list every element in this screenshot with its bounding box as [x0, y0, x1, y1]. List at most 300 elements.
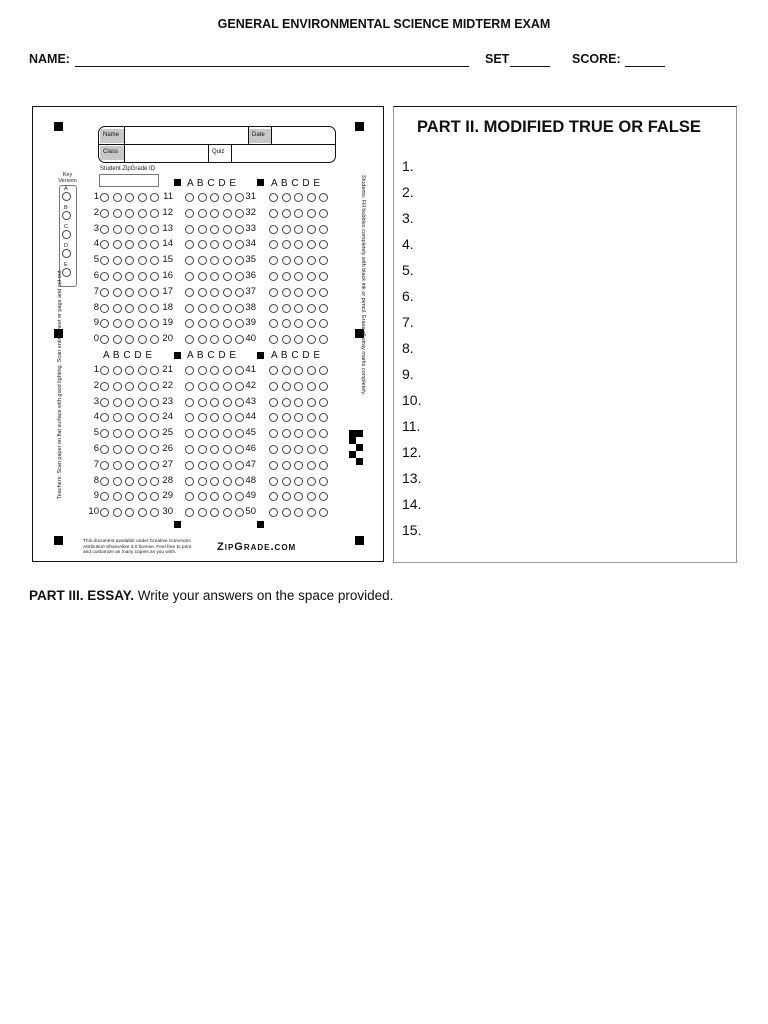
answer-bubble-50-c[interactable] — [294, 508, 303, 517]
answer-bubble-37-e[interactable] — [319, 288, 328, 297]
answer-bubble-46-e[interactable] — [319, 445, 328, 454]
answer-bubble-37-a[interactable] — [269, 288, 278, 297]
answer-bubble-23-d[interactable] — [223, 398, 232, 407]
answer-bubble-40-e[interactable] — [319, 335, 328, 344]
answer-bubble-10-b[interactable] — [113, 508, 122, 517]
student-id-bubble-3-a[interactable] — [100, 225, 109, 234]
answer-bubble-4-c[interactable] — [125, 413, 134, 422]
answer-bubble-27-a[interactable] — [185, 461, 194, 470]
student-id-bubble-2-d[interactable] — [138, 209, 147, 218]
answer-bubble-38-b[interactable] — [282, 304, 291, 313]
answer-bubble-49-a[interactable] — [269, 492, 278, 501]
student-id-bubble-6-b[interactable] — [113, 272, 122, 281]
answer-bubble-34-e[interactable] — [319, 240, 328, 249]
answer-bubble-7-c[interactable] — [125, 461, 134, 470]
student-id-bubble-8-e[interactable] — [150, 304, 159, 313]
answer-bubble-6-c[interactable] — [125, 445, 134, 454]
answer-bubble-7-b[interactable] — [113, 461, 122, 470]
answer-bubble-26-b[interactable] — [198, 445, 207, 454]
date-field[interactable] — [272, 127, 334, 143]
answer-bubble-5-a[interactable] — [100, 429, 109, 438]
answer-bubble-50-b[interactable] — [282, 508, 291, 517]
answer-bubble-20-a[interactable] — [185, 335, 194, 344]
key-version-bubble-d[interactable] — [62, 249, 71, 258]
answer-bubble-47-c[interactable] — [294, 461, 303, 470]
student-id-bubble-2-a[interactable] — [100, 209, 109, 218]
student-id-bubble-3-c[interactable] — [125, 225, 134, 234]
answer-bubble-39-a[interactable] — [269, 319, 278, 328]
student-id-bubble-7-c[interactable] — [125, 288, 134, 297]
answer-bubble-3-b[interactable] — [113, 398, 122, 407]
class-field[interactable] — [125, 145, 207, 161]
answer-bubble-44-a[interactable] — [269, 413, 278, 422]
answer-bubble-17-b[interactable] — [198, 288, 207, 297]
answer-bubble-42-c[interactable] — [294, 382, 303, 391]
answer-bubble-43-a[interactable] — [269, 398, 278, 407]
answer-bubble-34-d[interactable] — [307, 240, 316, 249]
true-false-item[interactable]: 13. — [402, 470, 422, 486]
answer-bubble-37-d[interactable] — [307, 288, 316, 297]
answer-bubble-9-d[interactable] — [138, 492, 147, 501]
true-false-item[interactable]: 10. — [402, 392, 422, 408]
answer-bubble-32-d[interactable] — [307, 209, 316, 218]
answer-bubble-45-b[interactable] — [282, 429, 291, 438]
answer-bubble-22-c[interactable] — [210, 382, 219, 391]
answer-bubble-12-c[interactable] — [210, 209, 219, 218]
answer-bubble-5-d[interactable] — [138, 429, 147, 438]
answer-bubble-27-b[interactable] — [198, 461, 207, 470]
student-id-bubble-6-d[interactable] — [138, 272, 147, 281]
answer-bubble-31-a[interactable] — [269, 193, 278, 202]
answer-bubble-10-c[interactable] — [125, 508, 134, 517]
student-id-bubble-2-b[interactable] — [113, 209, 122, 218]
answer-bubble-35-c[interactable] — [294, 256, 303, 265]
answer-bubble-37-b[interactable] — [282, 288, 291, 297]
answer-bubble-17-a[interactable] — [185, 288, 194, 297]
answer-bubble-45-d[interactable] — [307, 429, 316, 438]
answer-bubble-4-d[interactable] — [138, 413, 147, 422]
answer-bubble-25-c[interactable] — [210, 429, 219, 438]
answer-bubble-47-b[interactable] — [282, 461, 291, 470]
answer-bubble-39-b[interactable] — [282, 319, 291, 328]
answer-bubble-8-a[interactable] — [100, 477, 109, 486]
answer-bubble-2-c[interactable] — [125, 382, 134, 391]
true-false-item[interactable]: 1. — [402, 158, 414, 174]
answer-bubble-21-c[interactable] — [210, 366, 219, 375]
student-id-bubble-4-d[interactable] — [138, 240, 147, 249]
answer-bubble-21-d[interactable] — [223, 366, 232, 375]
answer-bubble-11-b[interactable] — [198, 193, 207, 202]
answer-bubble-31-b[interactable] — [282, 193, 291, 202]
answer-bubble-1-d[interactable] — [138, 366, 147, 375]
answer-bubble-8-d[interactable] — [138, 477, 147, 486]
answer-bubble-40-d[interactable] — [307, 335, 316, 344]
answer-bubble-16-b[interactable] — [198, 272, 207, 281]
answer-bubble-41-b[interactable] — [282, 366, 291, 375]
answer-bubble-10-a[interactable] — [100, 508, 109, 517]
answer-bubble-18-a[interactable] — [185, 304, 194, 313]
answer-bubble-24-a[interactable] — [185, 413, 194, 422]
answer-bubble-33-a[interactable] — [269, 225, 278, 234]
answer-bubble-44-d[interactable] — [307, 413, 316, 422]
answer-bubble-13-c[interactable] — [210, 225, 219, 234]
answer-bubble-39-e[interactable] — [319, 319, 328, 328]
student-id-bubble-9-e[interactable] — [150, 319, 159, 328]
answer-bubble-29-d[interactable] — [223, 492, 232, 501]
true-false-item[interactable]: 12. — [402, 444, 422, 460]
answer-bubble-34-a[interactable] — [269, 240, 278, 249]
student-id-bubble-0-e[interactable] — [150, 335, 159, 344]
answer-bubble-19-c[interactable] — [210, 319, 219, 328]
answer-bubble-19-a[interactable] — [185, 319, 194, 328]
answer-bubble-3-c[interactable] — [125, 398, 134, 407]
answer-bubble-49-d[interactable] — [307, 492, 316, 501]
answer-bubble-1-c[interactable] — [125, 366, 134, 375]
answer-bubble-34-b[interactable] — [282, 240, 291, 249]
answer-bubble-12-d[interactable] — [223, 209, 232, 218]
answer-bubble-23-c[interactable] — [210, 398, 219, 407]
answer-bubble-15-d[interactable] — [223, 256, 232, 265]
student-id-bubble-6-a[interactable] — [100, 272, 109, 281]
answer-bubble-31-e[interactable] — [319, 193, 328, 202]
answer-bubble-30-c[interactable] — [210, 508, 219, 517]
answer-bubble-11-a[interactable] — [185, 193, 194, 202]
answer-bubble-48-b[interactable] — [282, 477, 291, 486]
answer-bubble-32-b[interactable] — [282, 209, 291, 218]
answer-bubble-1-a[interactable] — [100, 366, 109, 375]
answer-bubble-50-a[interactable] — [269, 508, 278, 517]
answer-bubble-15-a[interactable] — [185, 256, 194, 265]
answer-bubble-33-e[interactable] — [319, 225, 328, 234]
answer-bubble-23-b[interactable] — [198, 398, 207, 407]
answer-bubble-17-d[interactable] — [223, 288, 232, 297]
student-id-bubble-1-b[interactable] — [113, 193, 122, 202]
student-id-bubble-6-c[interactable] — [125, 272, 134, 281]
student-id-bubble-5-a[interactable] — [100, 256, 109, 265]
answer-bubble-7-e[interactable] — [150, 461, 159, 470]
answer-bubble-8-c[interactable] — [125, 477, 134, 486]
answer-bubble-6-e[interactable] — [150, 445, 159, 454]
student-id-box[interactable] — [99, 174, 159, 187]
answer-bubble-25-b[interactable] — [198, 429, 207, 438]
student-id-bubble-0-d[interactable] — [138, 335, 147, 344]
answer-bubble-43-d[interactable] — [307, 398, 316, 407]
answer-bubble-14-b[interactable] — [198, 240, 207, 249]
answer-bubble-41-a[interactable] — [269, 366, 278, 375]
student-id-bubble-7-a[interactable] — [100, 288, 109, 297]
answer-bubble-8-b[interactable] — [113, 477, 122, 486]
answer-bubble-20-d[interactable] — [223, 335, 232, 344]
student-id-bubble-4-c[interactable] — [125, 240, 134, 249]
answer-bubble-15-c[interactable] — [210, 256, 219, 265]
answer-bubble-1-e[interactable] — [150, 366, 159, 375]
true-false-item[interactable]: 5. — [402, 262, 414, 278]
key-version-bubble-a[interactable] — [62, 192, 71, 201]
answer-bubble-45-e[interactable] — [319, 429, 328, 438]
answer-bubble-13-a[interactable] — [185, 225, 194, 234]
answer-bubble-44-c[interactable] — [294, 413, 303, 422]
student-id-bubble-8-d[interactable] — [138, 304, 147, 313]
answer-bubble-18-d[interactable] — [223, 304, 232, 313]
answer-bubble-21-a[interactable] — [185, 366, 194, 375]
answer-bubble-24-c[interactable] — [210, 413, 219, 422]
answer-bubble-22-a[interactable] — [185, 382, 194, 391]
student-id-bubble-1-d[interactable] — [138, 193, 147, 202]
student-id-bubble-5-e[interactable] — [150, 256, 159, 265]
answer-bubble-11-c[interactable] — [210, 193, 219, 202]
answer-bubble-3-a[interactable] — [100, 398, 109, 407]
answer-bubble-10-e[interactable] — [150, 508, 159, 517]
answer-bubble-47-d[interactable] — [307, 461, 316, 470]
answer-bubble-15-b[interactable] — [198, 256, 207, 265]
answer-bubble-26-c[interactable] — [210, 445, 219, 454]
student-id-bubble-2-e[interactable] — [150, 209, 159, 218]
student-id-bubble-9-a[interactable] — [100, 319, 109, 328]
true-false-item[interactable]: 2. — [402, 184, 414, 200]
answer-bubble-44-e[interactable] — [319, 413, 328, 422]
answer-bubble-48-d[interactable] — [307, 477, 316, 486]
answer-bubble-16-c[interactable] — [210, 272, 219, 281]
answer-bubble-46-d[interactable] — [307, 445, 316, 454]
answer-bubble-16-a[interactable] — [185, 272, 194, 281]
answer-bubble-45-a[interactable] — [269, 429, 278, 438]
answer-bubble-46-b[interactable] — [282, 445, 291, 454]
answer-bubble-12-b[interactable] — [198, 209, 207, 218]
answer-bubble-43-e[interactable] — [319, 398, 328, 407]
student-id-bubble-5-b[interactable] — [113, 256, 122, 265]
answer-bubble-36-b[interactable] — [282, 272, 291, 281]
answer-bubble-3-e[interactable] — [150, 398, 159, 407]
answer-bubble-31-c[interactable] — [294, 193, 303, 202]
answer-bubble-1-b[interactable] — [113, 366, 122, 375]
answer-bubble-40-b[interactable] — [282, 335, 291, 344]
answer-bubble-28-a[interactable] — [185, 477, 194, 486]
answer-bubble-34-c[interactable] — [294, 240, 303, 249]
student-id-bubble-7-e[interactable] — [150, 288, 159, 297]
answer-bubble-20-c[interactable] — [210, 335, 219, 344]
answer-bubble-4-e[interactable] — [150, 413, 159, 422]
answer-bubble-25-a[interactable] — [185, 429, 194, 438]
answer-bubble-29-c[interactable] — [210, 492, 219, 501]
student-id-bubble-1-c[interactable] — [125, 193, 134, 202]
answer-bubble-24-b[interactable] — [198, 413, 207, 422]
answer-bubble-36-c[interactable] — [294, 272, 303, 281]
student-id-bubble-2-c[interactable] — [125, 209, 134, 218]
answer-bubble-49-e[interactable] — [319, 492, 328, 501]
answer-bubble-35-d[interactable] — [307, 256, 316, 265]
student-id-bubble-8-c[interactable] — [125, 304, 134, 313]
answer-bubble-18-c[interactable] — [210, 304, 219, 313]
answer-bubble-13-b[interactable] — [198, 225, 207, 234]
student-id-bubble-0-a[interactable] — [100, 335, 109, 344]
true-false-item[interactable]: 11. — [402, 418, 421, 434]
answer-bubble-37-c[interactable] — [294, 288, 303, 297]
answer-bubble-27-c[interactable] — [210, 461, 219, 470]
answer-bubble-27-d[interactable] — [223, 461, 232, 470]
true-false-item[interactable]: 6. — [402, 288, 414, 304]
score-blank[interactable] — [625, 66, 665, 67]
answer-bubble-42-d[interactable] — [307, 382, 316, 391]
answer-bubble-47-a[interactable] — [269, 461, 278, 470]
answer-bubble-8-e[interactable] — [150, 477, 159, 486]
answer-bubble-35-e[interactable] — [319, 256, 328, 265]
answer-bubble-29-a[interactable] — [185, 492, 194, 501]
answer-bubble-38-e[interactable] — [319, 304, 328, 313]
answer-bubble-40-a[interactable] — [269, 335, 278, 344]
answer-bubble-42-a[interactable] — [269, 382, 278, 391]
answer-bubble-4-a[interactable] — [100, 413, 109, 422]
answer-bubble-48-e[interactable] — [319, 477, 328, 486]
answer-bubble-30-a[interactable] — [185, 508, 194, 517]
answer-bubble-7-a[interactable] — [100, 461, 109, 470]
answer-bubble-42-e[interactable] — [319, 382, 328, 391]
true-false-item[interactable]: 3. — [402, 210, 414, 226]
key-version-bubble-c[interactable] — [62, 230, 71, 239]
answer-bubble-46-c[interactable] — [294, 445, 303, 454]
answer-bubble-36-a[interactable] — [269, 272, 278, 281]
answer-bubble-49-c[interactable] — [294, 492, 303, 501]
student-id-bubble-8-a[interactable] — [100, 304, 109, 313]
answer-bubble-2-e[interactable] — [150, 382, 159, 391]
answer-bubble-17-c[interactable] — [210, 288, 219, 297]
answer-bubble-38-a[interactable] — [269, 304, 278, 313]
answer-bubble-20-b[interactable] — [198, 335, 207, 344]
answer-bubble-50-e[interactable] — [319, 508, 328, 517]
answer-bubble-35-a[interactable] — [269, 256, 278, 265]
answer-bubble-33-b[interactable] — [282, 225, 291, 234]
answer-bubble-18-b[interactable] — [198, 304, 207, 313]
answer-bubble-6-a[interactable] — [100, 445, 109, 454]
student-id-bubble-1-a[interactable] — [100, 193, 109, 202]
answer-bubble-29-b[interactable] — [198, 492, 207, 501]
answer-bubble-43-c[interactable] — [294, 398, 303, 407]
answer-bubble-9-b[interactable] — [113, 492, 122, 501]
true-false-item[interactable]: 9. — [402, 366, 414, 382]
answer-bubble-2-b[interactable] — [113, 382, 122, 391]
answer-bubble-38-d[interactable] — [307, 304, 316, 313]
answer-bubble-47-e[interactable] — [319, 461, 328, 470]
answer-bubble-39-d[interactable] — [307, 319, 316, 328]
answer-bubble-30-b[interactable] — [198, 508, 207, 517]
answer-bubble-6-d[interactable] — [138, 445, 147, 454]
answer-bubble-38-c[interactable] — [294, 304, 303, 313]
answer-bubble-5-e[interactable] — [150, 429, 159, 438]
answer-bubble-5-c[interactable] — [125, 429, 134, 438]
answer-bubble-9-a[interactable] — [100, 492, 109, 501]
key-version-bubble-e[interactable] — [62, 268, 71, 277]
answer-bubble-7-d[interactable] — [138, 461, 147, 470]
student-id-bubble-6-e[interactable] — [150, 272, 159, 281]
answer-bubble-41-d[interactable] — [307, 366, 316, 375]
answer-bubble-32-e[interactable] — [319, 209, 328, 218]
answer-bubble-12-a[interactable] — [185, 209, 194, 218]
answer-bubble-28-b[interactable] — [198, 477, 207, 486]
true-false-item[interactable]: 8. — [402, 340, 414, 356]
true-false-item[interactable]: 4. — [402, 236, 414, 252]
student-id-bubble-5-d[interactable] — [138, 256, 147, 265]
answer-bubble-2-d[interactable] — [138, 382, 147, 391]
student-id-bubble-4-e[interactable] — [150, 240, 159, 249]
answer-bubble-6-b[interactable] — [113, 445, 122, 454]
student-id-bubble-3-b[interactable] — [113, 225, 122, 234]
answer-bubble-14-c[interactable] — [210, 240, 219, 249]
key-version-bubble-b[interactable] — [62, 211, 71, 220]
answer-bubble-16-d[interactable] — [223, 272, 232, 281]
answer-bubble-43-b[interactable] — [282, 398, 291, 407]
answer-bubble-3-d[interactable] — [138, 398, 147, 407]
answer-bubble-39-c[interactable] — [294, 319, 303, 328]
student-id-bubble-9-d[interactable] — [138, 319, 147, 328]
answer-bubble-4-b[interactable] — [113, 413, 122, 422]
quiz-field[interactable] — [232, 145, 334, 161]
answer-bubble-48-a[interactable] — [269, 477, 278, 486]
answer-bubble-46-a[interactable] — [269, 445, 278, 454]
student-id-bubble-4-b[interactable] — [113, 240, 122, 249]
answer-bubble-36-d[interactable] — [307, 272, 316, 281]
answer-bubble-9-c[interactable] — [125, 492, 134, 501]
student-id-bubble-5-c[interactable] — [125, 256, 134, 265]
answer-bubble-26-a[interactable] — [185, 445, 194, 454]
student-id-bubble-0-b[interactable] — [113, 335, 122, 344]
answer-bubble-9-e[interactable] — [150, 492, 159, 501]
answer-bubble-13-d[interactable] — [223, 225, 232, 234]
answer-bubble-23-a[interactable] — [185, 398, 194, 407]
answer-bubble-36-e[interactable] — [319, 272, 328, 281]
name-field[interactable] — [124, 127, 248, 143]
answer-bubble-22-d[interactable] — [223, 382, 232, 391]
student-id-bubble-0-c[interactable] — [125, 335, 134, 344]
answer-bubble-40-c[interactable] — [294, 335, 303, 344]
answer-bubble-31-d[interactable] — [307, 193, 316, 202]
student-id-bubble-3-d[interactable] — [138, 225, 147, 234]
answer-bubble-25-d[interactable] — [223, 429, 232, 438]
student-id-bubble-4-a[interactable] — [100, 240, 109, 249]
student-id-bubble-7-d[interactable] — [138, 288, 147, 297]
answer-bubble-33-c[interactable] — [294, 225, 303, 234]
answer-bubble-41-e[interactable] — [319, 366, 328, 375]
true-false-item[interactable]: 15. — [402, 522, 422, 538]
answer-bubble-19-d[interactable] — [223, 319, 232, 328]
student-id-bubble-7-b[interactable] — [113, 288, 122, 297]
true-false-item[interactable]: 7. — [402, 314, 414, 330]
answer-bubble-26-d[interactable] — [223, 445, 232, 454]
answer-bubble-42-b[interactable] — [282, 382, 291, 391]
student-id-bubble-3-e[interactable] — [150, 225, 159, 234]
true-false-item[interactable]: 14. — [402, 496, 422, 512]
answer-bubble-24-d[interactable] — [223, 413, 232, 422]
answer-bubble-35-b[interactable] — [282, 256, 291, 265]
answer-bubble-14-d[interactable] — [223, 240, 232, 249]
student-id-bubble-1-e[interactable] — [150, 193, 159, 202]
answer-bubble-21-b[interactable] — [198, 366, 207, 375]
answer-bubble-5-b[interactable] — [113, 429, 122, 438]
answer-bubble-22-b[interactable] — [198, 382, 207, 391]
answer-bubble-32-a[interactable] — [269, 209, 278, 218]
answer-bubble-28-c[interactable] — [210, 477, 219, 486]
answer-bubble-44-b[interactable] — [282, 413, 291, 422]
answer-bubble-50-d[interactable] — [307, 508, 316, 517]
answer-bubble-2-a[interactable] — [100, 382, 109, 391]
student-id-bubble-9-c[interactable] — [125, 319, 134, 328]
answer-bubble-45-c[interactable] — [294, 429, 303, 438]
answer-bubble-33-d[interactable] — [307, 225, 316, 234]
answer-bubble-32-c[interactable] — [294, 209, 303, 218]
answer-bubble-11-d[interactable] — [223, 193, 232, 202]
answer-bubble-41-c[interactable] — [294, 366, 303, 375]
answer-bubble-10-d[interactable] — [138, 508, 147, 517]
student-id-bubble-9-b[interactable] — [113, 319, 122, 328]
name-blank[interactable] — [75, 66, 469, 67]
